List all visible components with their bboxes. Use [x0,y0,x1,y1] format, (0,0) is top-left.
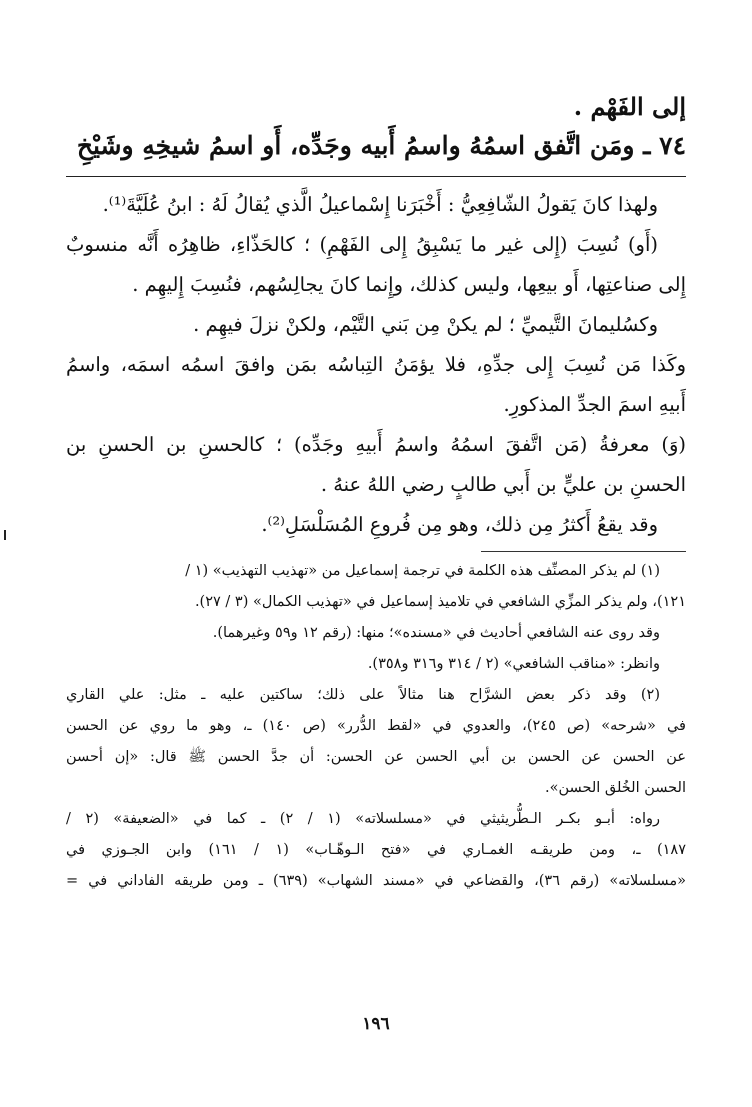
body-line: (أَو) نُسِبَ (إِلى غير ما يَسْبِقُ إِلى الفَهْمِ) ؛ كالحَذّاءِ، ظاهِرُه أَنَّه منسوبٌ [66,233,658,256]
footnote-line: وقد روى عنه الشافعي أحاديث في «مسنده»؛ منها: (رقم ١٢ و٥٩ وغيرهما). [212,625,660,641]
footnote-line: في «شرحه» (ص ٢٤٥)، والعدوي في «لقط الدُّرر» (ص ١٤٠) ـ، وهو ما روي عن الحسن [66,718,686,734]
footnote-line: رواه: أبـو بكـر الـطُّريثيثي في «مسلسلاته» (١ / ٢) ـ كما في «الضعيفة» (٢ / [66,811,661,827]
page-content [66,88,686,897]
footnote-line: ١٢١)، ولم يذكر المزِّي الشافعي في تلاميذ إسماعيل في «تهذيب الكمال» (٣ / ٢٧). [194,594,686,610]
footnote-line: وانظر: «مناقب الشافعي» (٢ / ٣١٤ و٣١٦ و٣٥٨). [367,656,660,672]
heading-continuation: إلى الفَهْم . [573,92,686,121]
heading-rule [66,176,686,177]
margin-mark [4,530,6,540]
page-number: ١٩٦ [362,1014,390,1034]
footnote-line: ١٨٧) ـ، ومن طريقـه الغمـاري في «فتح الـوهّـاب» (١ / ١٦١) وابن الجـوزي في [66,842,686,858]
footnote-line: الحسن الخُلق الحسن». [545,780,686,796]
body-line: إِلى صناعتِها، أَو بيعِها، وليس كذلك، وإِنما كانَ يجالِسُهم، فنُسِبَ إِليهِم . [132,273,686,296]
body-line: الحسنِ بن عليٍّ بن أَبي طالبٍ رضي اللهُ عنهُ . [320,473,686,496]
body-line: وكَذا مَن نُسِبَ إِلى جدِّهِ، فلا يؤمَنُ التِباسُه بمَن وافقَ اسمُه اسمَه، واسمُ [66,353,686,376]
footnote-line: «مسلسلاته» (رقم ٣٦)، والقضاعي في «مسند الشهاب» (٦٣٩) ـ ومن طريقه الفاداني في = [66,873,686,889]
footnote-line: (١) لم يذكر المصنِّف هذه الكلمة في ترجمة إسماعيل من «تهذيب التهذيب» (١ / [185,563,660,579]
body-line: أَبيهِ اسمَ الجدِّ المذكورِ. [503,393,686,416]
main-text [66,185,686,545]
footnotes [66,556,686,897]
body-line: (وَ) معرفةُ (مَن اتَّفقَ اسمُهُ واسمُ أَبيهِ وجَدِّه) ؛ كالحسنِ بن الحسنِ بن [66,433,686,456]
footnote-line: (٢) وقد ذكر بعض الشرَّاح هنا مثالاً على ذلك؛ ساكتين عليه ـ مثل: علي القاري [66,687,660,703]
section-heading: ٧٤ ـ ومَن اتَّفق اسمُهُ واسمُ أَبيه وجَدِّه، أَو اسمُ شيخِهِ وشَيْخِ [76,131,686,160]
footnote-line: عن الحسن عن الحسن بن أبي الحسن عن الحسن: أن جدَّ الحسن ﷺ قال: «إن أحسن [66,749,686,765]
body-line: وقد يقعُ أَكثرُ مِن ذلك، وهو مِن فُروعِ المُسَلْسَلِ⁽²⁾. [261,513,658,536]
footnote-rule [481,551,686,552]
body-line: وكسُليمانَ التَّيميِّ ؛ لم يكنْ مِن بَني التَّيْم، ولكنْ نزلَ فيهِم . [193,313,658,336]
body-line: ولهذا كانَ يَقولُ الشّافِعِيُّ : أَخْبَرَنا إِسْماعيلُ الَّذي يُقالُ لَهُ : ابنُ عُلَيَّةَ⁽¹⁾. [102,193,658,216]
